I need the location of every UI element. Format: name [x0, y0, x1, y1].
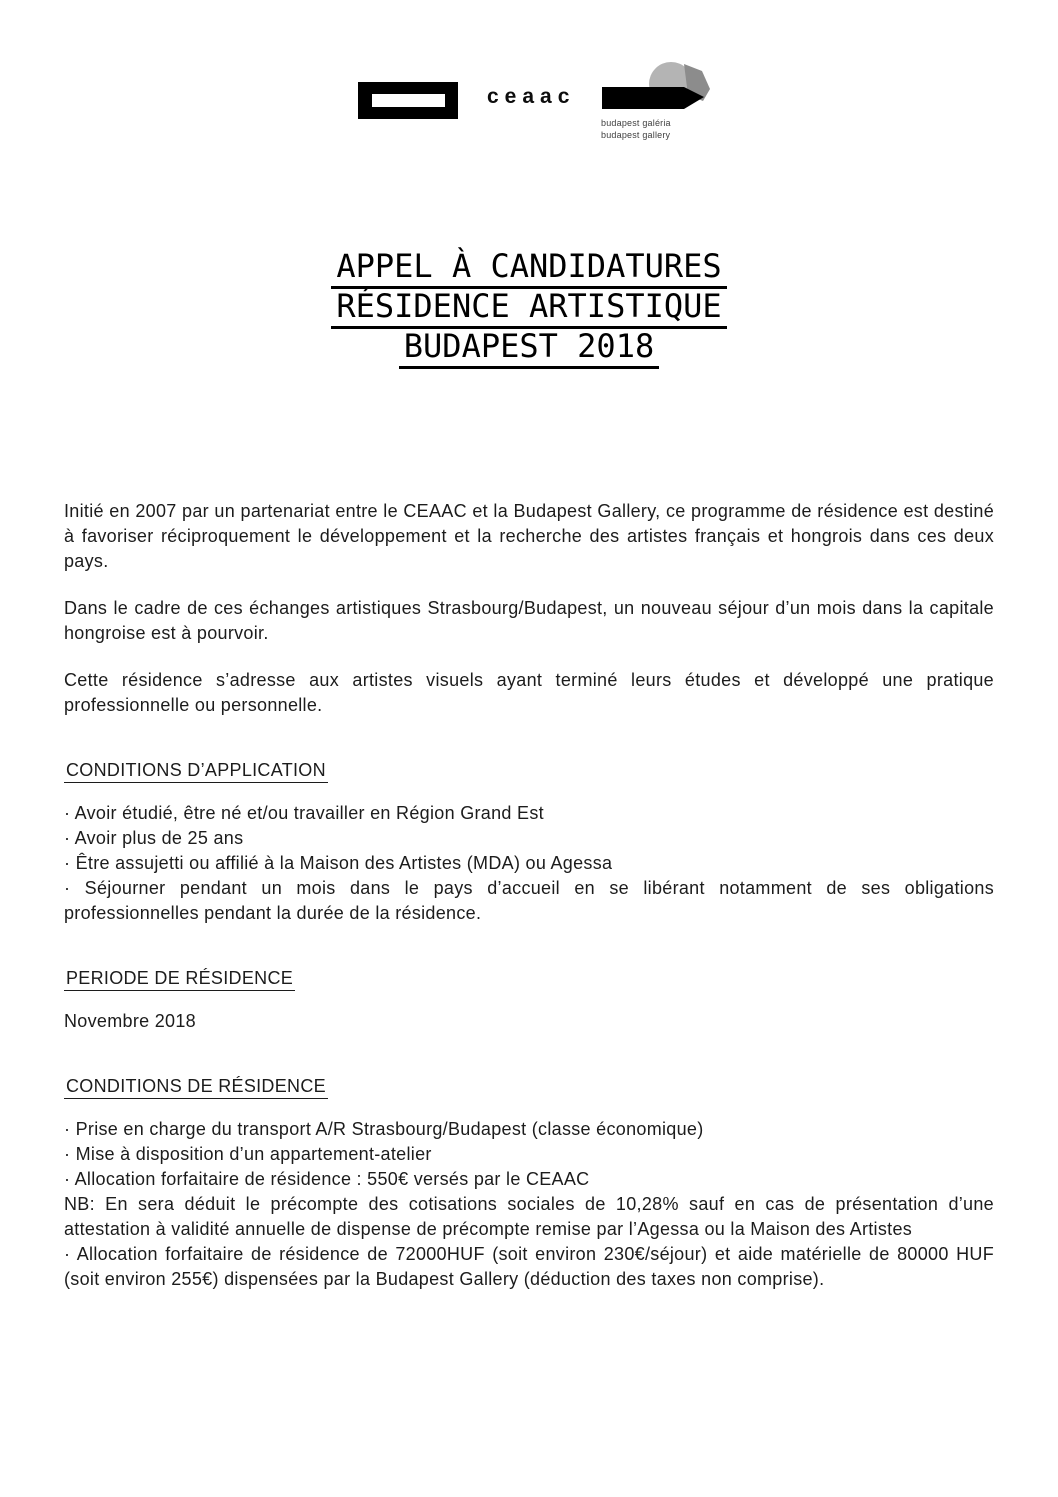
ceaac-logo-icon — [358, 82, 458, 119]
section-heading-periode-de-residence: PERIODE DE RÉSIDENCE — [64, 966, 994, 991]
bullet-item: · Allocation forfaitaire de résidence de 72000HUF (soit environ 230€/séjour) et aide matérielle de 80000 HUF (soit environ 255€) dispensées par la Budapest Gallery (déduction des taxes non comprise). — [64, 1244, 994, 1289]
bullet-item: · Être assujetti ou affilié à la Maison des Artistes (MDA) ou Agessa — [64, 853, 613, 873]
intro-paragraph-1: Initié en 2007 par un partenariat entre le CEAAC et la Budapest Gallery, ce programme de résidence est destiné à favoriser réciproquement le développement et la recherche des artistes français et hongrois dans ces deux pays. — [64, 501, 994, 571]
bullet-item: · Séjourner pendant un mois dans le pays d’accueil en se libérant notamment de ses obligations professionnelles pendant la durée de la résidence. — [64, 878, 994, 923]
document-title — [0, 0, 1058, 366]
document-body — [0, 499, 1058, 1292]
ceaac-logo-inner-bar — [372, 94, 445, 107]
bullet-item: · Prise en charge du transport A/R Strasbourg/Budapest (classe économique) — [64, 1119, 704, 1139]
budapest-caption-line-2: budapest gallery — [601, 130, 671, 140]
title-line-3: BUDAPEST 2018 — [0, 326, 1058, 366]
intro-paragraph-3: Cette résidence s’adresse aux artistes visuels ayant terminé leurs études et développé une pratique professionnelle ou personnelle. — [64, 670, 994, 715]
section-heading-conditions-application: CONDITIONS D’APPLICATION — [64, 758, 994, 783]
bullet-item: · Avoir plus de 25 ans — [64, 828, 244, 848]
bullet-item: · Avoir étudié, être né et/ou travailler en Région Grand Est — [64, 803, 544, 823]
ceaac-wordmark: ceaac — [487, 85, 576, 108]
bullet-item: · Mise à disposition d’un appartement-atelier — [64, 1144, 432, 1164]
residence-period-value: Novembre 2018 — [64, 1011, 196, 1031]
budapest-caption-line-1: budapest galéria — [601, 118, 671, 128]
title-line-1: APPEL À CANDIDATURES — [0, 246, 1058, 286]
section-heading-conditions-residence: CONDITIONS DE RÉSIDENCE — [64, 1074, 994, 1099]
bullet-item: · Allocation forfaitaire de résidence : 550€ versés par le CEAAC — [64, 1169, 590, 1189]
budapest-gallery-logo-icon — [600, 57, 713, 115]
nb-note: NB: En sera déduit le précompte des cotisations sociales de 10,28% sauf en cas de présentation d’une attestation à validité annuelle de dispense de précompte remise par l’Agessa ou la Maison des Artistes — [64, 1194, 994, 1239]
title-line-2: RÉSIDENCE ARTISTIQUE — [0, 286, 1058, 326]
budapest-gallery-caption — [601, 117, 671, 141]
intro-paragraph-2: Dans le cadre de ces échanges artistiques Strasbourg/Budapest, un nouveau séjour d’un mois dans la capitale hongroise est à pourvoir. — [64, 598, 994, 643]
